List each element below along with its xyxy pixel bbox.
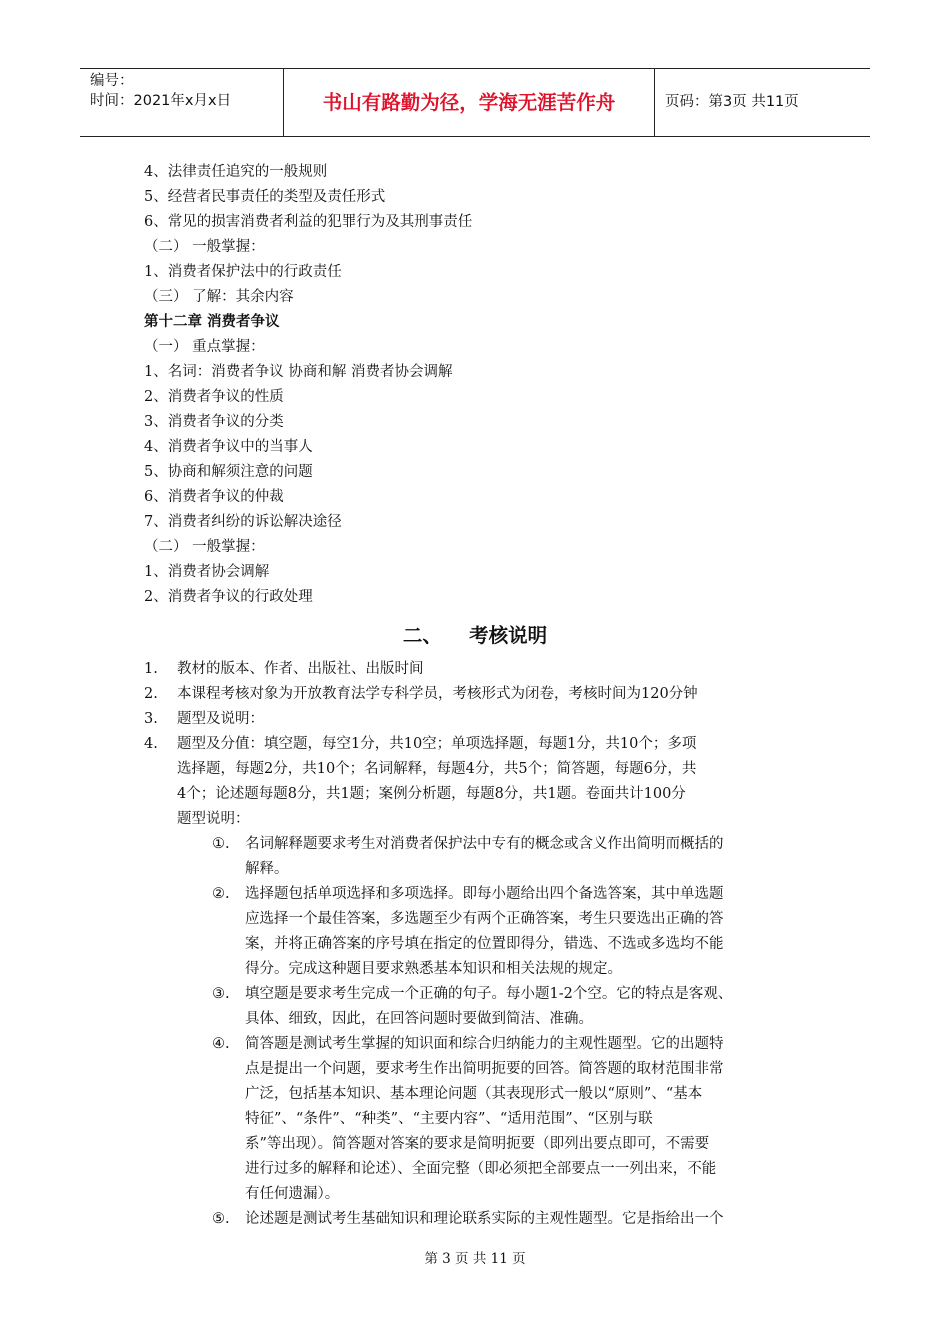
item-text: 具体、细致，因此，在回答问题时要做到简洁、准确。 [245, 1011, 593, 1027]
section-title: 二、 考核说明 [402, 624, 548, 647]
header-number: 编号： [90, 73, 134, 89]
outline-line: 6、常见的损害消费者利益的犯罪行为及其刑事责任 [144, 214, 473, 230]
list-number: 2. [144, 686, 158, 702]
list-number: 4. [144, 736, 158, 752]
list-item-text: 4个；论述题每题8分，共1题；案例分析题，每题8分，共1题。卷面共计100分 [177, 786, 686, 802]
item-text: 广泛，包括基本知识、基本理论问题（其表现形式一般以“原则”、“基本 [245, 1086, 703, 1102]
item-text: 应选择一个最佳答案，多选题至少有两个正确答案，考生只要选出正确的答 [245, 911, 724, 927]
header-page-info: 页码：第3页 共11页 [665, 94, 799, 110]
outline-line: 5、协商和解须注意的问题 [144, 464, 313, 480]
outline-line: 6、消费者争议的仲裁 [144, 489, 284, 505]
page-footer: 第 3 页 共 11 页 [424, 1251, 526, 1267]
item-text: 名词解释题要求考生对消费者保护法中专有的概念或含义作出简明而概括的 [245, 836, 724, 852]
item-text: 解释。 [245, 861, 289, 877]
outline-line: （一） 重点掌握： [144, 339, 265, 355]
item-text: 得分。完成这种题目要求熟悉基本知识和相关法规的规定。 [245, 961, 622, 977]
item-text: 有任何遗漏）。 [245, 1186, 340, 1202]
chapter-title: 第十二章 消费者争议 [144, 313, 280, 330]
outline-line: 2、消费者争议的性质 [144, 389, 284, 405]
outline-line: 1、消费者协会调解 [144, 564, 270, 580]
item-marker: ④. [212, 1036, 230, 1052]
outline-line: 3、消费者争议的分类 [144, 414, 284, 430]
outline-line: 1、消费者保护法中的行政责任 [144, 264, 342, 280]
header-date: 时间：2021年x月x日 [90, 93, 232, 109]
list-item-text: 题型及说明： [177, 711, 264, 727]
outline-line: （三） 了解：其余内容 [144, 289, 294, 305]
item-text: 选择题包括单项选择和多项选择。即每小题给出四个备选答案，其中单选题 [245, 886, 724, 902]
item-text: 特征”、“条件”、“种类”、“主要内容”、“适用范围”、“区别与联 [245, 1111, 653, 1127]
list-item-text: 本课程考核对象为开放教育法学专科学员，考核形式为闭卷，考核时间为120分钟 [177, 686, 698, 702]
list-item-text: 题型及分值：填空题，每空1分，共10空；单项选择题，每题1分，共10个；多项 [177, 736, 697, 752]
item-marker: ⑤. [212, 1211, 230, 1227]
item-text: 简答题是测试考生掌握的知识面和综合归纳能力的主观性题型。它的出题特 [245, 1036, 724, 1052]
outline-line: 5、经营者民事责任的类型及责任形式 [144, 189, 386, 205]
item-marker: ①. [212, 836, 230, 852]
outline-line: 7、消费者纠纷的诉讼解决途径 [144, 514, 342, 530]
item-text: 系”等出现）。简答题对答案的要求是简明扼要（即列出要点即可，不需要 [245, 1136, 710, 1152]
item-text: 论述题是测试考生基础知识和理论联系实际的主观性题型。它是指给出一个 [245, 1211, 724, 1227]
outline-line: （二） 一般掌握： [144, 239, 265, 255]
header-motto: 书山有路勤为径，学海无涯苦作舟 [322, 91, 616, 114]
item-text: 填空题是要求考生完成一个正确的句子。每小题1-2个空。它的特点是客观、 [245, 986, 733, 1002]
item-marker: ②. [212, 886, 230, 902]
item-marker: ③. [212, 986, 230, 1002]
header-divider [654, 69, 655, 136]
list-number: 3. [144, 711, 158, 727]
list-item-text: 选择题，每题2分，共10个；名词解释，每题4分，共5个；简答题，每题6分，共 [177, 761, 697, 777]
outline-line: 1、名词：消费者争议 协商和解 消费者协会调解 [144, 364, 453, 380]
item-text: 点是提出一个问题，要求考生作出简明扼要的回答。简答题的取材范围非常 [245, 1061, 724, 1077]
list-item-text: 教材的版本、作者、出版社、出版时间 [177, 661, 424, 677]
outline-line: 4、消费者争议中的当事人 [144, 439, 313, 455]
outline-line: 2、消费者争议的行政处理 [144, 589, 313, 605]
explain-label: 题型说明： [177, 811, 250, 827]
outline-line: （二） 一般掌握： [144, 539, 265, 555]
page-header [80, 68, 870, 137]
header-meta [90, 71, 231, 111]
item-text: 案，并将正确答案的序号填在指定的位置即得分，错选、不选或多选均不能 [245, 936, 724, 952]
item-text: 进行过多的解释和论述）、全面完整（即必须把全部要点一一列出来，不能 [245, 1161, 717, 1177]
list-number: 1. [144, 661, 158, 677]
outline-line: 4、法律责任追究的一般规则 [144, 164, 328, 180]
